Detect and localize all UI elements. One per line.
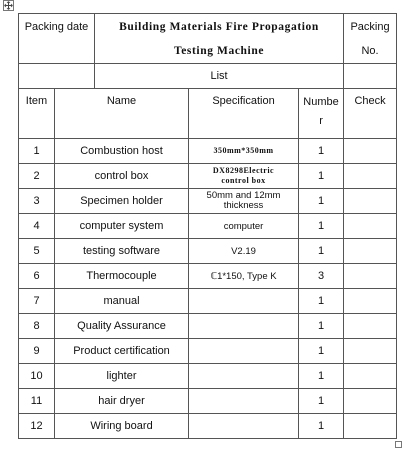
cell-check[interactable] <box>344 139 397 164</box>
col-header-specification: Specification <box>189 89 299 139</box>
cell-name: Quality Assurance <box>55 314 189 339</box>
title-row <box>19 14 397 64</box>
cell-item: 4 <box>19 214 55 239</box>
cell-spec <box>189 339 299 364</box>
cell-check[interactable] <box>344 314 397 339</box>
cell-name: Combustion host <box>55 139 189 164</box>
table-row <box>19 189 397 214</box>
cell-name: control box <box>55 164 189 189</box>
table-row <box>19 239 397 264</box>
cell-check[interactable] <box>344 389 397 414</box>
cell-item: 1 <box>19 139 55 164</box>
cell-spec: V2.19 <box>189 239 299 264</box>
title-line-1: Building Materials Fire Propagation <box>119 20 319 33</box>
cell-item: 5 <box>19 239 55 264</box>
cell-check[interactable] <box>344 339 397 364</box>
cell-check[interactable] <box>344 239 397 264</box>
col-header-item: Item <box>19 89 55 139</box>
cell-spec <box>189 189 299 214</box>
cell-check[interactable] <box>344 214 397 239</box>
table-row <box>19 164 397 189</box>
cell-item: 6 <box>19 264 55 289</box>
cell-name: Specimen holder <box>55 189 189 214</box>
column-header-row <box>19 89 397 139</box>
list-row-blank-left[interactable] <box>19 64 95 89</box>
packing-list-table <box>18 13 397 439</box>
table-row <box>19 289 397 314</box>
cell-number: 1 <box>299 164 344 189</box>
cell-number: 1 <box>299 214 344 239</box>
table-row <box>19 414 397 439</box>
move-arrows-icon <box>4 1 13 10</box>
col-header-name: Name <box>55 89 189 139</box>
cell-check[interactable] <box>344 164 397 189</box>
cell-spec-line-2: thickness <box>223 200 264 211</box>
cell-spec: 350mm*350mm <box>189 139 299 164</box>
table-move-handle[interactable] <box>3 0 14 11</box>
table-row <box>19 314 397 339</box>
cell-item: 9 <box>19 339 55 364</box>
cell-item: 3 <box>19 189 55 214</box>
cell-check[interactable] <box>344 289 397 314</box>
cell-number: 1 <box>299 364 344 389</box>
col-header-number-line-2: r <box>319 115 323 127</box>
table-row <box>19 339 397 364</box>
title-line-2: Testing Machine <box>174 44 265 57</box>
cell-spec-line-1: 50mm and 12mm <box>206 190 281 201</box>
cell-item: 8 <box>19 314 55 339</box>
cell-item: 2 <box>19 164 55 189</box>
cell-number: 1 <box>299 339 344 364</box>
packing-date-cell <box>19 14 95 64</box>
cell-spec <box>189 289 299 314</box>
cell-number: 1 <box>299 289 344 314</box>
cell-item: 10 <box>19 364 55 389</box>
cell-spec <box>189 364 299 389</box>
cell-spec-line-2: control box <box>221 176 266 185</box>
cell-name: lighter <box>55 364 189 389</box>
cell-spec <box>189 314 299 339</box>
cell-number: 1 <box>299 414 344 439</box>
cell-number: 1 <box>299 139 344 164</box>
cell-spec <box>189 164 299 189</box>
cell-spec: computer <box>189 214 299 239</box>
cell-check[interactable] <box>344 264 397 289</box>
cell-spec: ℂ1*150, Type K <box>189 264 299 289</box>
table-row <box>19 264 397 289</box>
cell-name: manual <box>55 289 189 314</box>
cell-spec <box>189 389 299 414</box>
cell-number: 1 <box>299 314 344 339</box>
cell-name: Thermocouple <box>55 264 189 289</box>
cell-name: testing software <box>55 239 189 264</box>
cell-number: 1 <box>299 189 344 214</box>
packing-no-line-1: Packing <box>350 20 390 33</box>
cell-number: 1 <box>299 239 344 264</box>
packing-no-cell <box>344 14 397 64</box>
list-row-blank-right[interactable] <box>344 64 397 89</box>
cell-number: 3 <box>299 264 344 289</box>
cell-number: 1 <box>299 389 344 414</box>
table-resize-handle[interactable] <box>395 441 402 448</box>
cell-item: 12 <box>19 414 55 439</box>
table-row <box>19 364 397 389</box>
cell-check[interactable] <box>344 414 397 439</box>
list-row <box>19 64 397 89</box>
cell-name: Wiring board <box>55 414 189 439</box>
col-header-number <box>299 89 344 139</box>
cell-name: computer system <box>55 214 189 239</box>
cell-name: hair dryer <box>55 389 189 414</box>
cell-spec-line-1: DX8298Electric <box>212 166 275 175</box>
table-row <box>19 139 397 164</box>
document-title <box>95 14 344 64</box>
cell-spec <box>189 414 299 439</box>
col-header-check: Check <box>344 89 397 139</box>
col-header-number-line-1: Numbe <box>303 96 339 108</box>
cell-check[interactable] <box>344 189 397 214</box>
cell-check[interactable] <box>344 364 397 389</box>
cell-item: 11 <box>19 389 55 414</box>
cell-name: Product certification <box>55 339 189 364</box>
list-heading: List <box>95 64 344 89</box>
packing-date-label: Packing date <box>24 21 89 33</box>
cell-item: 7 <box>19 289 55 314</box>
table-row <box>19 214 397 239</box>
table-row <box>19 389 397 414</box>
packing-no-line-2: No. <box>361 44 379 57</box>
